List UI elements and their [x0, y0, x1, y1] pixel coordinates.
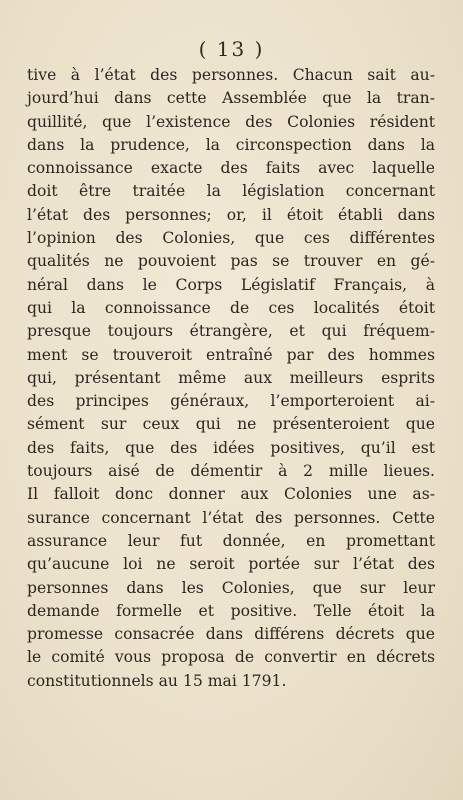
text-line: qualités ne pouvoient pas se trouver en gé-	[27, 252, 435, 271]
text-line: constitutionnels au 15 mai 1791.	[27, 671, 287, 690]
text-line: ment se trouveroit entraîné par des hommes	[27, 345, 435, 364]
text-line: assurance leur fut donnée, en promettant	[27, 531, 435, 550]
text-line: l’état des personnes; or, il étoit établi dans	[27, 205, 435, 224]
text-line: doit être traitée la législation concernant	[27, 182, 435, 201]
text-line: promesse consacrée dans différens décrets que	[27, 625, 435, 644]
text-line: connoissance exacte des faits avec laquelle	[27, 159, 435, 178]
text-line: des principes généraux, l’emporteroient ai-	[27, 392, 435, 411]
text-line: qui la connoissance de ces localités étoit	[27, 298, 435, 317]
text-line: le comité vous proposa de convertir en décrets	[27, 648, 435, 667]
body-text	[27, 64, 435, 693]
text-line: surance concernant l’état des personnes. Cette	[27, 508, 435, 527]
text-line: Il falloit donc donner aux Colonies une as-	[27, 485, 435, 504]
text-line: jourd’hui dans cette Assemblée que la tran-	[27, 89, 435, 108]
text-line: quillité, que l’existence des Colonies résident	[27, 112, 435, 131]
text-line: dans la prudence, la circonspection dans la	[27, 135, 435, 154]
text-line: des faits, que des idées positives, qu’il est	[27, 438, 435, 457]
text-line: toujours aisé de démentir à 2 mille lieues.	[27, 462, 435, 481]
text-line: qui, présentant même aux meilleurs esprits	[27, 368, 435, 387]
text-line: néral dans le Corps Législatif Français, à	[27, 275, 435, 294]
text-line: l’opinion des Colonies, que ces différentes	[27, 229, 435, 248]
text-line: demande formelle et positive. Telle étoit la	[27, 601, 435, 620]
text-line: presque toujours étrangère, et qui fréquem-	[27, 322, 435, 341]
page-number: ( 13 )	[198, 37, 265, 61]
text-line: personnes dans les Colonies, que sur leur	[27, 578, 435, 597]
text-line: qu’aucune loi ne seroit portée sur l’état des	[27, 555, 435, 574]
text-line: sément sur ceux qui ne présenteroient que	[27, 415, 435, 434]
text-line: tive à l’état des personnes. Chacun sait au-	[27, 66, 435, 84]
